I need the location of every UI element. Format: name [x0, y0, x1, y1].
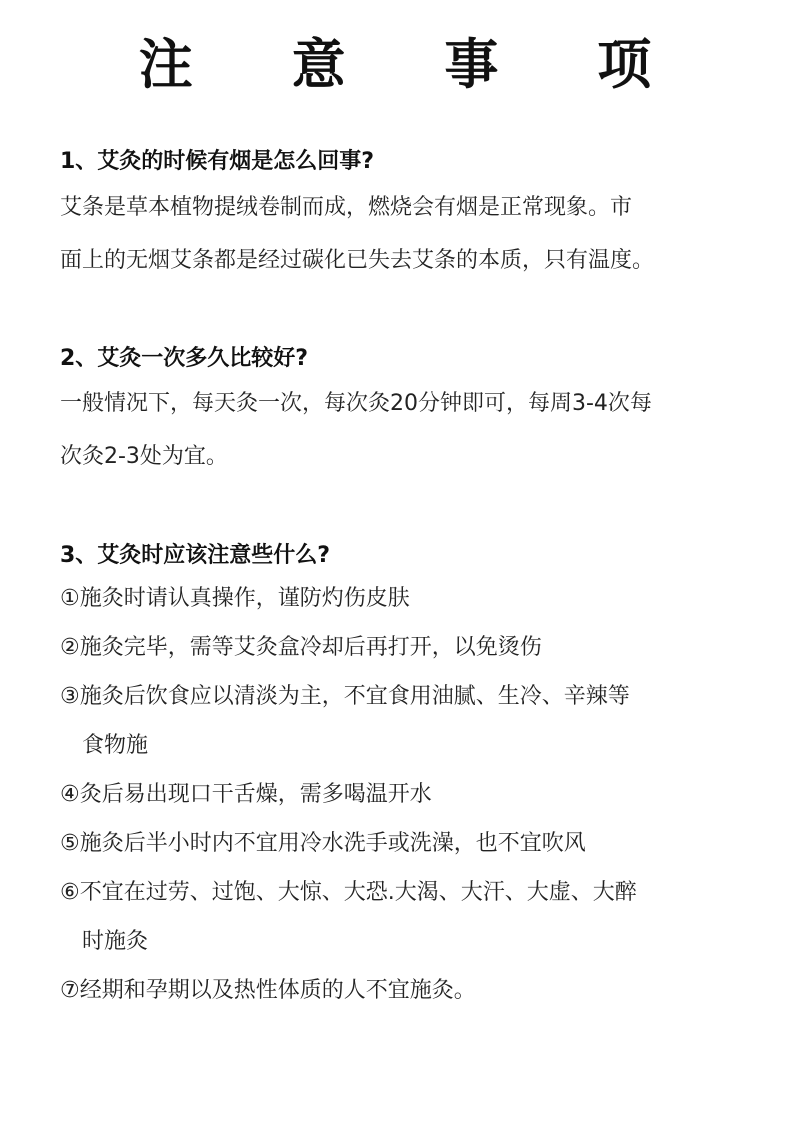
list-item — [60, 828, 750, 860]
list-item — [60, 975, 750, 1007]
list-item-continuation: 时施灸 — [82, 929, 149, 954]
list-item — [60, 877, 750, 958]
question-2: 2、艾灸一次多久比较好? — [60, 346, 309, 371]
question-1: 1、艾灸的时候有烟是怎么回事? — [60, 149, 375, 174]
list-item-text: ⑥不宜在过劳、过饱、大惊、大恐.大渴、大汗、大虚、大醉 — [60, 880, 637, 905]
list-item-text: ⑦经期和孕期以及热性体质的人不宜施灸。 — [60, 978, 476, 1003]
list-item-text: ②施灸完毕，需等艾灸盒冷却后再打开，以免烫伤 — [60, 635, 542, 660]
answer-2-line: 次灸2-3处为宜。 — [60, 444, 228, 469]
question-3: 3、艾灸时应该注意些什么? — [60, 543, 331, 568]
page-title: 注 意 事 项 — [138, 32, 692, 96]
list-item-text: ⑤施灸后半小时内不宜用冷水洗手或洗澡，也不宜吹风 — [60, 831, 586, 856]
list-item-text: ④灸后易出现口干舌燥，需多喝温开水 — [60, 782, 432, 807]
list-item — [60, 681, 750, 762]
answer-2-line: 一般情况下，每天灸一次，每次灸20分钟即可，每周3-4次每 — [60, 391, 652, 416]
answer-1-line: 面上的无烟艾条都是经过碳化已失去艾条的本质，只有温度。 — [60, 248, 655, 273]
list-item — [60, 779, 750, 811]
list-item-continuation: 食物施 — [82, 733, 149, 758]
answer-1 — [60, 192, 750, 277]
list-item — [60, 583, 750, 615]
section-duration — [60, 343, 750, 494]
answer-1-line: 艾条是草本植物提绒卷制而成，燃烧会有烟是正常现象。市 — [60, 195, 633, 220]
section-precautions — [60, 540, 750, 1024]
section-smoke — [60, 146, 750, 298]
answer-2 — [60, 388, 750, 473]
list-item — [60, 632, 750, 664]
precaution-list — [60, 583, 750, 1007]
list-item-text: ③施灸后饮食应以清淡为主，不宜食用油腻、生冷、辛辣等 — [60, 684, 630, 709]
list-item-text: ①施灸时请认真操作，谨防灼伤皮肤 — [60, 586, 410, 611]
